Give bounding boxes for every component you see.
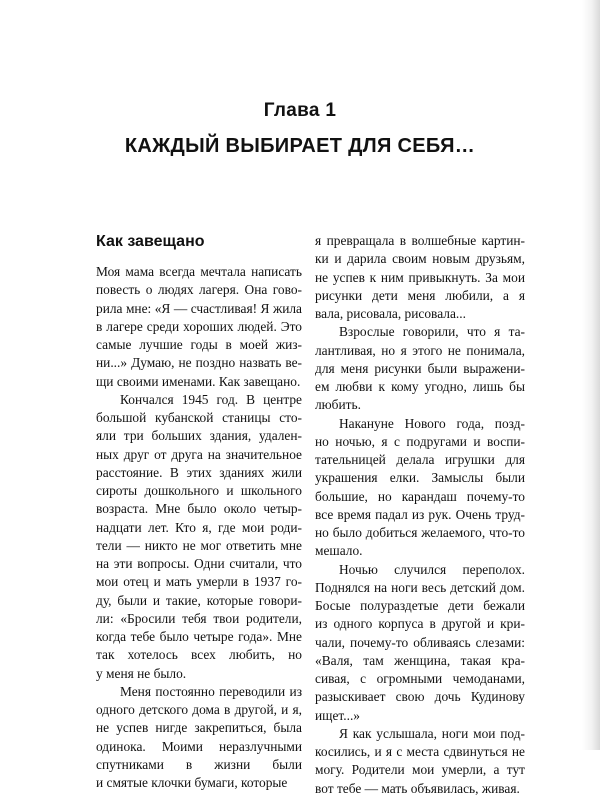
text-line: Моя мама всегда мечтала написать — [96, 264, 302, 279]
text-line: одного детского дома в другой, и я, — [96, 702, 302, 717]
text-line: вала, рисовала, рисовала... — [315, 306, 466, 321]
section-heading: Как завещано — [96, 233, 205, 250]
text-line: в лагере среди хороших людей. Это — [96, 318, 302, 334]
text-line: любить. — [315, 397, 361, 413]
text-line: ем любви к кому угодно, лишь бы — [315, 379, 525, 394]
text-line: из одного корпуса в другой и кри- — [315, 616, 525, 632]
text-line: одинока. Моими неразлучными — [96, 738, 302, 754]
text-line: Накануне Нового года, позд- — [339, 415, 525, 431]
text-line: ных друг от друга на значительное — [96, 446, 302, 462]
text-line: повесть о людях лагеря. Она гово- — [96, 282, 302, 298]
chapter-label: Глава 1 — [263, 100, 337, 121]
text-line: я превращала в волшебные картин- — [315, 233, 525, 248]
text-line: Ночью случился переполох. — [339, 561, 525, 577]
text-line: сироты дошкольного и школьного — [96, 483, 302, 498]
text-line: не успев к ним привыкнуть. За мои — [315, 269, 525, 285]
text-line: но было добиться желаемого, что-то — [315, 525, 525, 540]
text-line: Взрослые говорили, что я та- — [339, 324, 525, 340]
text-line: Меня постоянно переводили из — [120, 683, 302, 699]
text-line: самые лучшие годы в моей жиз- — [96, 337, 302, 352]
text-line: Босые полураздетые дети бежали — [315, 598, 525, 613]
text-line: большой кубанской станицы сто- — [96, 410, 302, 425]
text-line: расстояние. В этих зданиях жили — [96, 464, 302, 480]
text-line: щи своими именами. Как завещано. — [96, 373, 301, 389]
text-line: мои отец и мать умерли в 1937 го- — [96, 574, 302, 590]
text-line: яли три больших здания, удален- — [96, 428, 302, 444]
text-line: когда тебе было четыре года». Мне — [96, 629, 302, 644]
text-line: ки и дарила своим новым друзьям, — [315, 251, 525, 267]
text-line: и смятые клочки бумаги, которые — [96, 775, 288, 790]
text-line: вот тебе — мать объявилась, живая. — [315, 780, 520, 796]
text-line: могу. Родители мои умерли, а тут — [315, 762, 525, 778]
text-line: надцати лет. Кто я, где мои роди- — [96, 519, 302, 535]
text-line: ли: «Бросили тебя твои родители, — [96, 610, 302, 626]
text-line: рисунки дети меня любили, а я — [315, 287, 525, 303]
text-line: все время падал из рук. Очень труд- — [315, 506, 525, 522]
text-line: Я как услышала, ноги мои под- — [339, 725, 525, 741]
text-line: на эти вопросы. Одни считали, что — [96, 556, 302, 571]
right-column — [315, 232, 525, 798]
text-line: большие, но карандаш почему-то — [315, 488, 525, 504]
text-line: украшения елки. Замыслы были — [315, 470, 525, 486]
text-line: ду, были и такие, которые говори- — [96, 592, 302, 608]
text-line: у меня не было. — [96, 665, 187, 681]
right-column-text — [315, 232, 525, 798]
text-line: тательницей делала игрушки для — [315, 452, 525, 467]
text-line: не успев нигде закрепиться, была — [96, 720, 302, 736]
text-line: лантливая, но я этого не понимала, — [315, 342, 525, 358]
chapter-title: КАЖДЫЙ ВЫБИРАЕТ ДЛЯ СЕБЯ… — [124, 135, 476, 157]
left-column-text — [96, 263, 302, 792]
text-line: Кончался 1945 год. В центре — [120, 391, 302, 407]
left-column — [96, 232, 302, 792]
text-line: для меня рисунки были выражени- — [315, 360, 525, 376]
text-line: но ночью, я с подругами и воспи- — [315, 433, 525, 449]
text-line: спутниками в жизни были — [96, 756, 302, 772]
text-line: косились, и я с места сдвинуться не — [315, 744, 525, 759]
text-line: рила мне: «Я — счастливая! Я жила — [96, 300, 302, 316]
text-line: сивая, с огромными чемоданами, — [315, 671, 525, 686]
text-line: мешало. — [315, 543, 363, 559]
text-line: ни...» Думаю, не поздно назвать ве- — [96, 355, 302, 371]
text-line: тели — никто не мог ответить мне — [96, 537, 302, 553]
text-line: разыскивает свою дочь Кудинову — [315, 689, 525, 705]
text-line: Поднялся на ноги весь детский дом. — [315, 579, 525, 595]
text-line: так хотелось всех любить, но — [96, 647, 302, 663]
text-line: возраста. Мне было около четыр- — [96, 501, 302, 517]
text-line: ищет...» — [315, 707, 361, 723]
text-line: чали, почему-то обливаясь слезами: — [315, 634, 525, 650]
text-line: «Валя, там женщина, такая кра- — [315, 652, 525, 668]
